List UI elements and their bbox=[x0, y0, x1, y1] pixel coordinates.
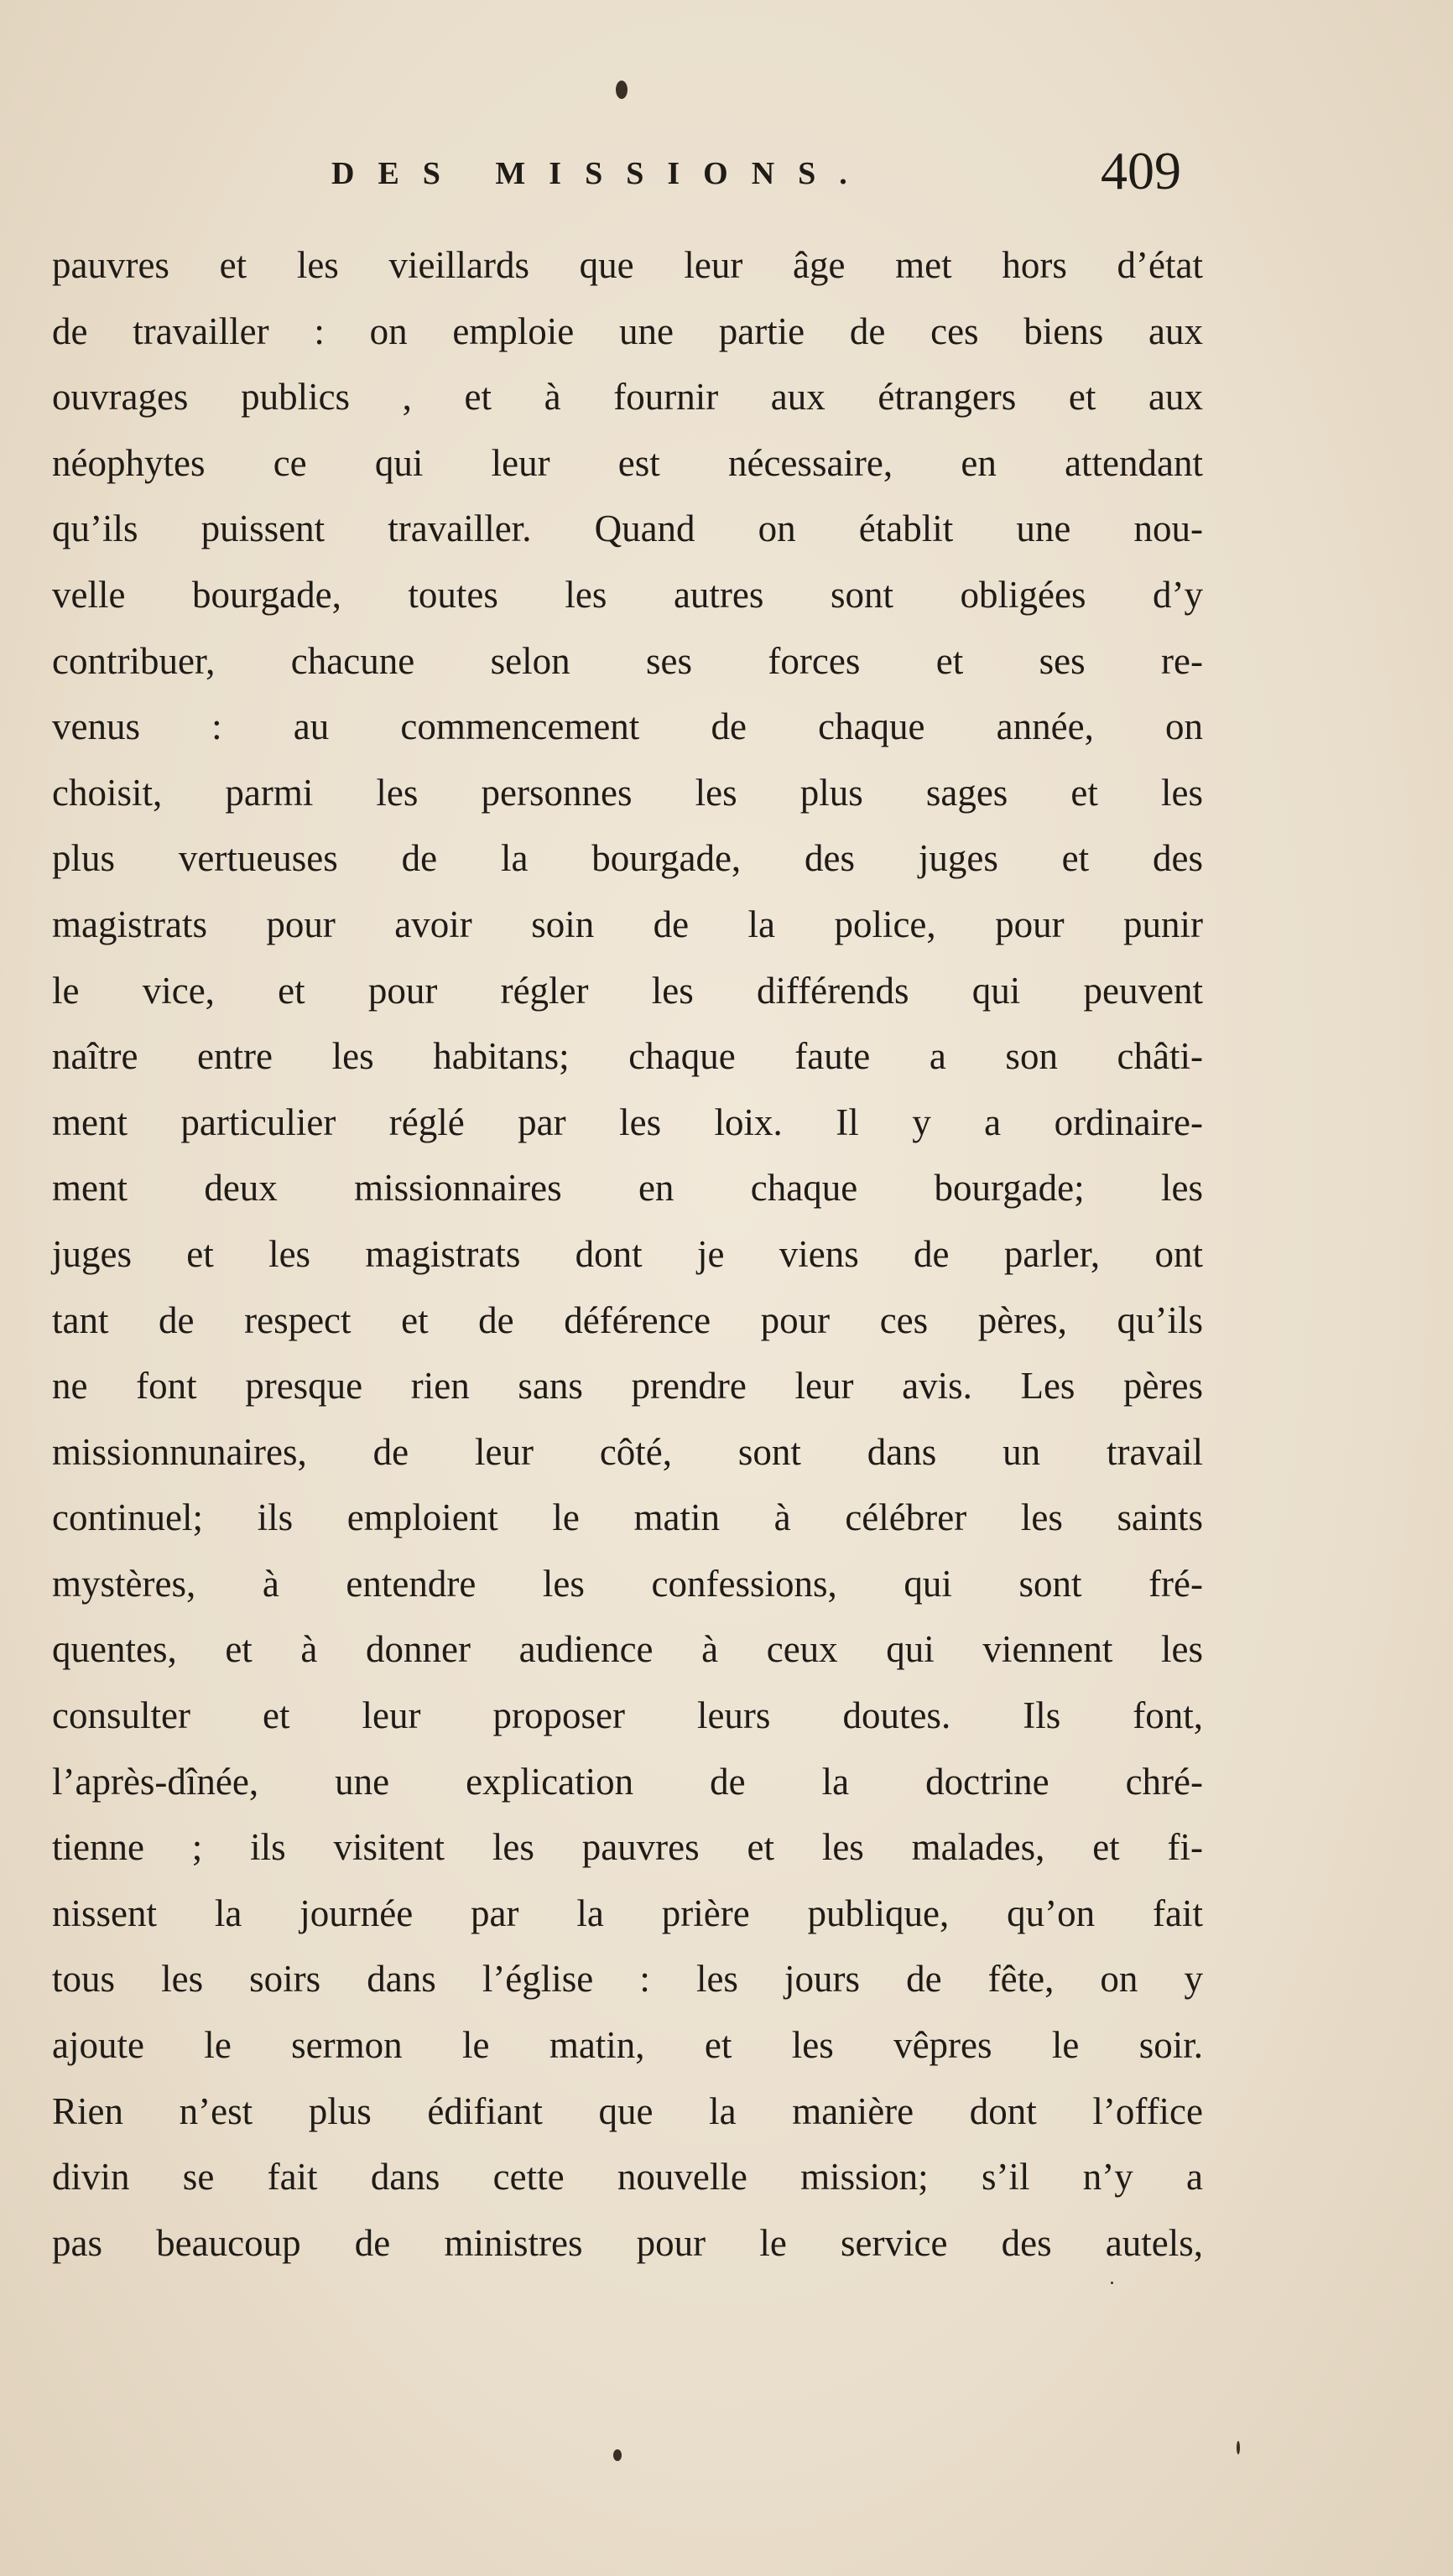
text-line: pauvres et les vieillards que leur âge met hors d’état bbox=[52, 244, 1203, 286]
ink-speck bbox=[1237, 2441, 1240, 2454]
text-line: contribuer, chacune selon ses forces et ses re- bbox=[52, 639, 1203, 682]
text-line: mystères, à entendre les confessions, qui sont fré- bbox=[52, 1562, 1203, 1605]
page-number: 409 bbox=[1101, 141, 1181, 200]
text-line: continuel; ils emploient le matin à célébrer les saints bbox=[52, 1496, 1203, 1539]
text-line: nissent la journée par la prière publique, qu’on fait bbox=[52, 1892, 1203, 1934]
text-line: qu’ils puissent travailler. Quand on établit une nou- bbox=[52, 507, 1203, 550]
text-line: Rien n’est plus édifiant que la manière dont l’office bbox=[52, 2089, 1203, 2132]
text-line: pas beaucoup de ministres pour le service des autels, bbox=[52, 2221, 1203, 2264]
text-line: ne font presque rien sans prendre leur avis. Les pères bbox=[52, 1365, 1203, 1408]
text-line: ment deux missionnaires en chaque bourgade; les bbox=[52, 1167, 1203, 1210]
text-line: l’après-dînée, une explication de la doctrine chré- bbox=[52, 1760, 1203, 1803]
text-line: plus vertueuses de la bourgade, des juges et des bbox=[52, 837, 1203, 880]
body-text bbox=[52, 232, 1203, 2276]
text-line: quentes, et à donner audience à ceux qui viennent les bbox=[52, 1628, 1203, 1671]
text-line: naître entre les habitans; chaque faute a son châti- bbox=[52, 1035, 1203, 1078]
ink-speck bbox=[616, 81, 628, 99]
text-line: venus : au commencement de chaque année, on bbox=[52, 705, 1203, 748]
text-line: le vice, et pour régler les différends qui peuvent bbox=[52, 969, 1203, 1012]
text-line: ment particulier réglé par les loix. Il y a ordinaire- bbox=[52, 1101, 1203, 1143]
text-line: missionnunaires, de leur côté, sont dans un travail bbox=[52, 1430, 1203, 1473]
text-line: ajoute le sermon le matin, et les vêpres le soir. bbox=[52, 2024, 1203, 2067]
text-line: néophytes ce qui leur est nécessaire, en attendant bbox=[52, 441, 1203, 484]
text-line: consulter et leur proposer leurs doutes. Ils font, bbox=[52, 1694, 1203, 1737]
text-line: tous les soirs dans l’église : les jours de fête, on y bbox=[52, 1958, 1203, 2001]
text-line: divin se fait dans cette nouvelle mission; s’il n’y a bbox=[52, 2156, 1203, 2199]
text-line: ouvrages publics , et à fournir aux étrangers et aux bbox=[52, 376, 1203, 419]
running-title: DES MISSIONS. bbox=[331, 156, 871, 191]
text-line: velle bourgade, toutes les autres sont obligées d’y bbox=[52, 573, 1203, 616]
ink-speck bbox=[613, 2449, 622, 2461]
text-line: magistrats pour avoir soin de la police, pour punir bbox=[52, 903, 1203, 945]
page-header bbox=[0, 141, 1453, 203]
ink-speck bbox=[1111, 2282, 1113, 2284]
text-line: juges et les magistrats dont je viens de parler, ont bbox=[52, 1232, 1203, 1275]
text-line: choisit, parmi les personnes les plus sages et les bbox=[52, 771, 1203, 814]
text-line: de travailler : on emploie une partie de ces biens aux bbox=[52, 310, 1203, 352]
text-line: tienne ; ils visitent les pauvres et les malades, et fi- bbox=[52, 1826, 1203, 1869]
text-line: tant de respect et de déférence pour ces pères, qu’ils bbox=[52, 1298, 1203, 1341]
